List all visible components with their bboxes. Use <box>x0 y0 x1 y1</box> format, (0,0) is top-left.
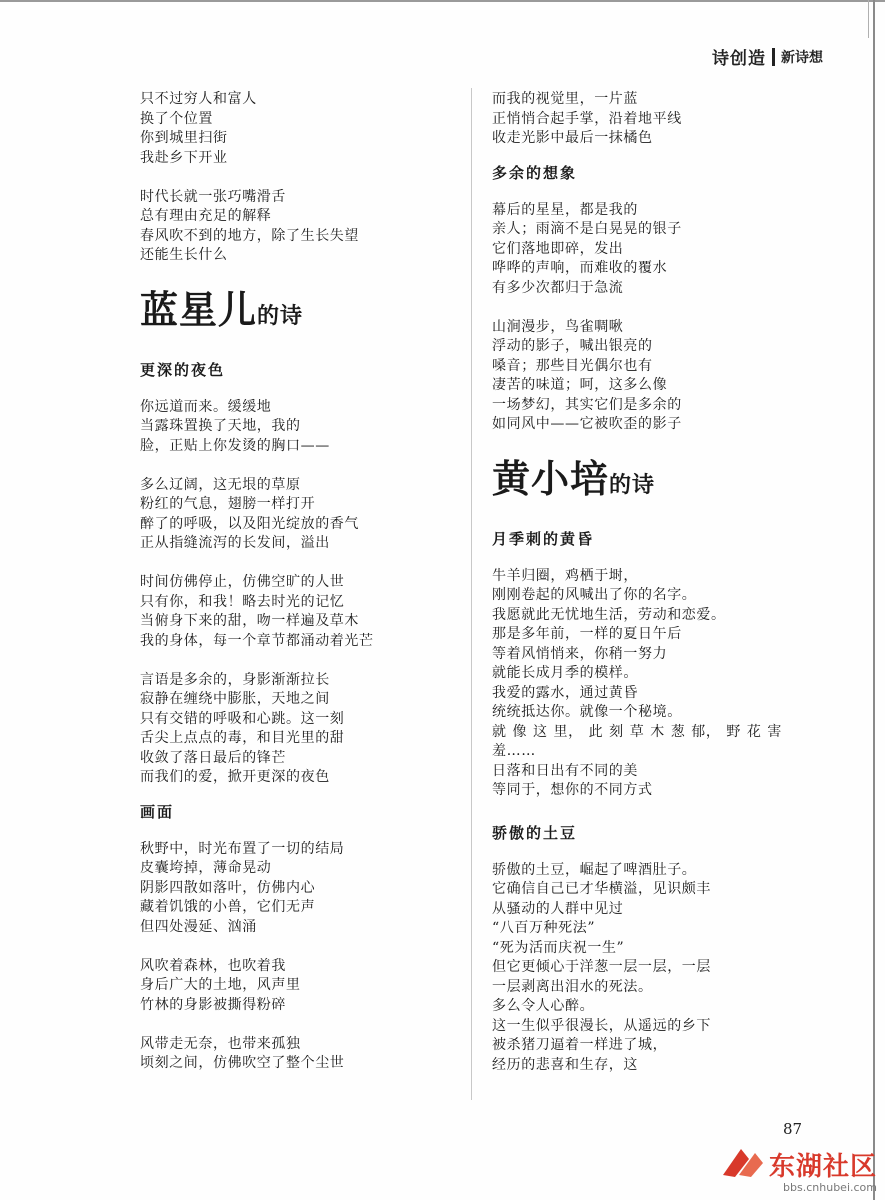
poem-line: 只不过穷人和富人 <box>140 91 257 107</box>
author-heading-huangxiaopei <box>492 453 792 513</box>
poem-line: 我愿就此无忧地生活，劳动和恋爱。 <box>492 606 726 623</box>
poem-line: 等同于，想你的不同方式 <box>492 782 653 798</box>
poem-title: 画面 <box>140 802 175 821</box>
poem-line: 当露珠置换了天地，我的 <box>140 418 301 434</box>
poem-line: 春风吹不到的地方，除了生长失望 <box>140 227 359 244</box>
left-intro-poem <box>140 90 460 266</box>
poem-line: 日落和日出有不同的美 <box>492 762 638 779</box>
poem-line: 言语是多余的，身影渐渐拉长 <box>140 671 330 688</box>
poem-line: 秋野中，时光布置了一切的结局 <box>140 840 345 857</box>
justified-word: 郁， <box>691 723 721 740</box>
poem-line: 牛羊归圈，鸡栖于埘， <box>492 567 638 584</box>
poem-line: 有多少次都归于急流 <box>492 279 624 296</box>
page-top-border <box>0 0 885 2</box>
poem-line: 经历的悲喜和生存，这 <box>492 1056 638 1073</box>
poem-title: 骄傲的土豆 <box>492 823 578 842</box>
poem-title: 更深的夜色 <box>140 360 226 379</box>
author-suffix: 的诗 <box>609 472 656 498</box>
poem-line: 从骚动的人群中见过 <box>492 900 624 917</box>
poem-line: 凄苦的味道；呵，这多么像 <box>492 377 668 393</box>
stanza-break <box>492 298 792 318</box>
poem-line: 风吹着森林，也吹着我 <box>140 957 286 974</box>
poem-line: 骄傲的土豆，崛起了啤酒肚子。 <box>492 861 697 878</box>
watermark <box>721 1145 877 1194</box>
poem-line: 总有理由充足的解释 <box>140 208 272 224</box>
justified-word: 野 <box>726 723 741 740</box>
stanza-break <box>140 554 460 574</box>
header-separator <box>772 48 775 66</box>
stanza-break <box>140 937 460 957</box>
poem-line: 当俯身下来的甜，吻一样遍及草木 <box>140 613 359 629</box>
right-intro-poem <box>492 90 792 149</box>
poem-line: 等着风悄悄来，你稍一努力 <box>492 645 668 662</box>
poem-line: 被杀猪刀逼着一样进了城， <box>492 1037 668 1053</box>
author-heading-lanxinger <box>140 284 460 344</box>
page-number: 87 <box>783 1120 803 1138</box>
poem-line: 刚刚卷起的风喊出了你的名字。 <box>492 587 697 603</box>
justified-word: 里， <box>553 723 583 740</box>
poem-line: 嗓音；那些目光偶尔也有 <box>492 357 653 374</box>
poem-line: 而我的视觉里，一片蓝 <box>492 91 638 107</box>
poem-body-picture <box>140 840 460 1074</box>
poem-line: 醉了的呼吸，以及阳光绽放的香气 <box>140 515 359 532</box>
poem-line: 阴影四散如落叶，仿佛内心 <box>140 879 316 896</box>
stanza-break <box>140 1015 460 1035</box>
justified-word: 木 <box>650 723 665 740</box>
justified-word: 葱 <box>670 723 686 740</box>
watermark-name: 东湖社区 <box>768 1151 877 1182</box>
justified-word: 刻 <box>609 723 624 740</box>
poem-line: 浮动的影子，喊出银亮的 <box>492 338 653 354</box>
poem-line: 身后广大的土地，风声里 <box>140 977 301 993</box>
header-subsection: 新诗想 <box>781 49 823 66</box>
watermark-url: bbs.cnhubei.com <box>783 1181 877 1194</box>
poem-line: 脸，正贴上你发烫的胸口—— <box>140 437 330 454</box>
poem-line: 时代长就一张巧嘴滑舌 <box>140 188 286 205</box>
poem-line: 它确信自己已才华横溢，见识颇丰 <box>492 881 711 897</box>
poem-line: 我赴乡下开业 <box>140 149 228 166</box>
justified-word: 此 <box>588 723 604 740</box>
poem-body-superfluous-imagination <box>492 201 792 435</box>
poem-line: 多么令人心醉。 <box>492 998 595 1014</box>
poem-line: 哗哗的声响，而难收的覆水 <box>492 260 668 276</box>
poem-line: 只有交错的呼吸和心跳。这一刻 <box>140 710 345 727</box>
poem-line: 收走光影中最后一抹橘色 <box>492 130 653 146</box>
poem-line: 换了个位置 <box>140 110 213 127</box>
poem-line: 如同风中——它被吹歪的影子 <box>492 416 682 432</box>
justified-word: 害 <box>767 723 782 740</box>
page-right-border <box>873 0 875 1200</box>
poem-line: 你到城里扫街 <box>140 130 228 146</box>
poem-line: 顷刻之间，仿佛吹空了整个尘世 <box>140 1055 345 1071</box>
justified-word: 花 <box>746 723 762 740</box>
stanza-break <box>140 651 460 671</box>
poem-line: 我爱的露水，通过黄昏 <box>492 684 638 701</box>
poem-line: 正悄悄合起手掌，沿着地平线 <box>492 110 682 127</box>
poem-line: 粉红的气息，翅膀一样打开 <box>140 496 316 512</box>
poem-line: 风带走无奈，也带来孤独 <box>140 1035 301 1052</box>
poem-line: 竹林的身影被撕得粉碎 <box>140 996 286 1013</box>
poem-line: 幕后的星星，都是我的 <box>492 201 638 218</box>
poem-title: 多余的想象 <box>492 163 578 182</box>
poem-line: 舌尖上点点的毒，和目光里的甜 <box>140 730 345 746</box>
poem-line: 多么辽阔，这无垠的草原 <box>140 476 301 493</box>
author-suffix: 的诗 <box>257 303 304 329</box>
justified-word: 草 <box>629 723 645 740</box>
poem-line: 藏着饥饿的小兽，它们无声 <box>140 899 316 915</box>
left-column <box>140 90 460 1074</box>
poem-line: 就能长成月季的模样。 <box>492 665 638 681</box>
poem-line: 只有你，和我！略去时光的记忆 <box>140 593 345 610</box>
watermark-logo-icon <box>721 1145 765 1183</box>
stanza-break <box>140 168 460 188</box>
page-right-inner-border <box>868 0 869 38</box>
poem-body-proud-potato <box>492 861 792 1076</box>
header-section: 诗创造 <box>712 49 766 69</box>
author-name: 黄小培 <box>492 456 610 501</box>
poem-line: 那是多年前，一样的夏日午后 <box>492 626 682 642</box>
right-column <box>492 90 792 1075</box>
poem-line: 这一生似乎很漫长，从遥远的乡下 <box>492 1017 711 1034</box>
poem-line: 但它更倾心于洋葱一层一层，一层 <box>492 959 711 975</box>
poem-line: 亲人；雨滴不是白晃晃的银子 <box>492 221 682 237</box>
poem-title: 月季刺的黄昏 <box>492 529 595 548</box>
poem-line: “八百万种死法” <box>492 920 596 936</box>
poem-line: “死为活而庆祝一生” <box>492 939 625 956</box>
poem-line: 它们落地即碎，发出 <box>492 240 624 257</box>
poem-line: 一层剥离出泪水的死法。 <box>492 978 653 995</box>
poem-justified-line <box>492 723 782 743</box>
author-name: 蓝星儿 <box>140 287 258 332</box>
running-header <box>712 44 823 69</box>
poem-body-rose-thorn-dusk <box>492 567 792 723</box>
poem-line: 收敛了落日最后的锋芒 <box>140 749 286 766</box>
poem-line: 你远道而来。缓缓地 <box>140 398 272 415</box>
poem-line: 一场梦幻，其实它们是多余的 <box>492 396 682 413</box>
poem-line: 统统抵达你。就像一个秘境。 <box>492 704 682 720</box>
poem-line: 但四处漫延、汹涌 <box>140 918 257 935</box>
poem-line: 正从指缝流泻的长发间，溢出 <box>140 535 330 551</box>
poem-line: 时间仿佛停止，仿佛空旷的人世 <box>140 574 345 590</box>
poem-body-rose-thorn-dusk-end <box>492 742 792 801</box>
poem-line: 皮囊垮掉，薄命晃动 <box>140 860 272 876</box>
poem-line: 寂静在缠绕中膨胀，天地之间 <box>140 691 330 707</box>
justified-word: 像 <box>512 723 528 740</box>
poem-line: 羞…… <box>492 743 536 759</box>
poem-line: 而我们的爱，掀开更深的夜色 <box>140 769 330 785</box>
poem-body-deeper-night <box>140 398 460 788</box>
poem-line: 我的身体，每一个章节都涌动着光芒 <box>140 632 374 649</box>
justified-word: 就 <box>492 723 507 740</box>
column-divider <box>471 88 472 1100</box>
stanza-break <box>140 456 460 476</box>
poem-line: 还能生长什么 <box>140 247 228 263</box>
poem-line: 山涧漫步，鸟雀啁啾 <box>492 318 624 335</box>
justified-word: 这 <box>533 723 548 740</box>
